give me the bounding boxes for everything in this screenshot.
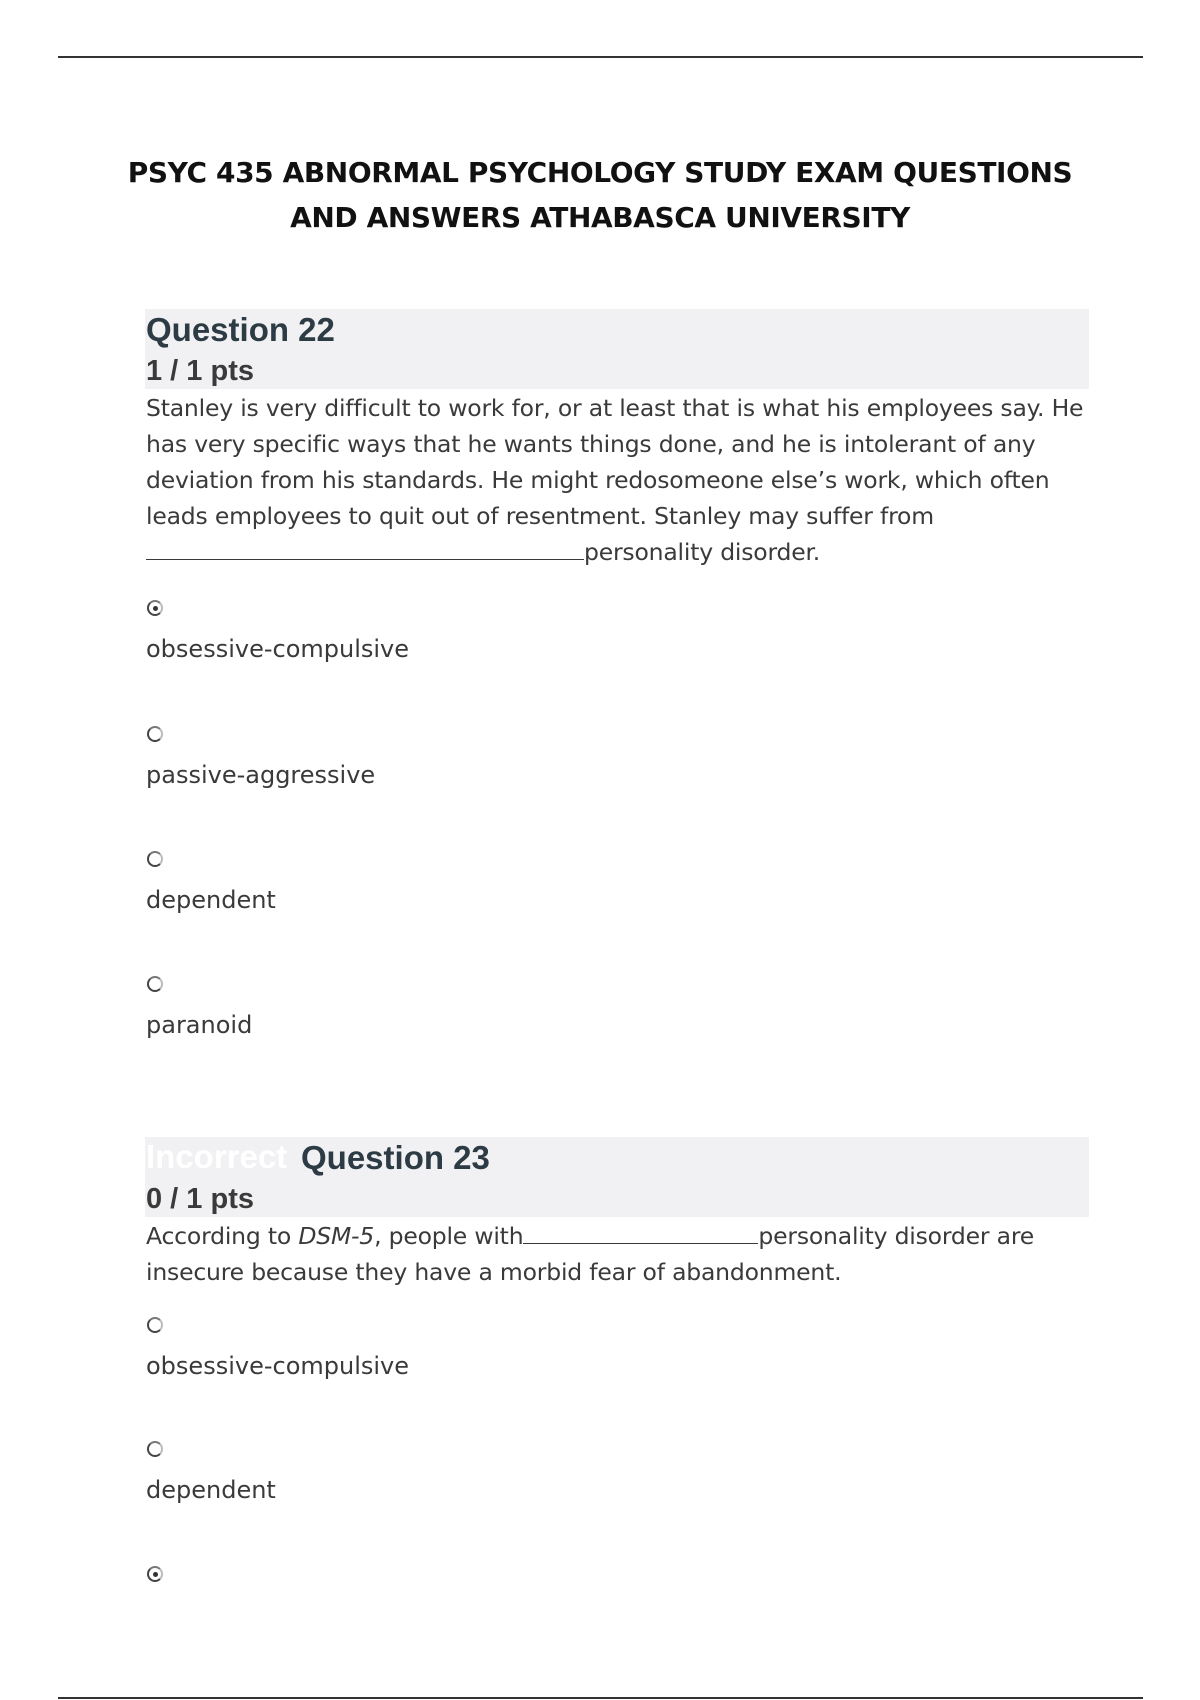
option-radio[interactable] (147, 976, 163, 992)
incorrect-status: Incorrect (146, 1138, 288, 1175)
option-label: obsessive-compulsive (146, 1352, 410, 1380)
question-23-text (146, 1218, 1096, 1290)
question-22-text-before: Stanley is very difficult to work for, or at least that is what his employees say. He has very specific ways that he wants things done, and he is intolerant of any deviation from his standards. He might redosomeone else’s work, which often leads employees to quit out of resentment. Stanley may suffer from (146, 394, 1084, 530)
question-22-text (146, 390, 1096, 570)
option-radio[interactable] (147, 1317, 163, 1333)
document-title: PSYC 435 ABNORMAL PSYCHOLOGY STUDY EXAM QUESTIONS AND ANSWERS ATHABASCA UNIVERSITY (127, 156, 1073, 234)
option-radio[interactable] (147, 726, 163, 742)
question-23-text-before: , people with (374, 1222, 524, 1250)
option-radio[interactable] (147, 1441, 163, 1457)
question-23-text-prefix: According to (146, 1222, 299, 1250)
option-radio[interactable] (147, 851, 163, 867)
option-label: dependent (146, 886, 276, 914)
question-22-points: 1 / 1 pts (146, 355, 254, 387)
dsm-5-italic: DSM-5 (298, 1222, 375, 1250)
question-22-text-after: personality disorder. (584, 538, 821, 566)
question-22-title: Question 22 (146, 311, 335, 348)
option-label: dependent (146, 1476, 276, 1504)
answer-blank (146, 537, 584, 560)
option-label: passive-aggressive (146, 761, 376, 789)
question-23-title: Question 23 (301, 1139, 490, 1176)
option-label: paranoid (146, 1011, 253, 1039)
option-radio-selected[interactable] (147, 1566, 163, 1582)
question-23-text-after: personality disorder are insecure because they have a morbid fear of abandonment. (146, 1222, 1035, 1286)
top-rule (58, 56, 1143, 58)
option-label: obsessive-compulsive (146, 635, 410, 663)
question-23-points: 0 / 1 pts (146, 1183, 254, 1215)
answer-blank (523, 1221, 758, 1244)
option-radio-selected[interactable] (147, 600, 163, 616)
bottom-rule (58, 1697, 1143, 1699)
